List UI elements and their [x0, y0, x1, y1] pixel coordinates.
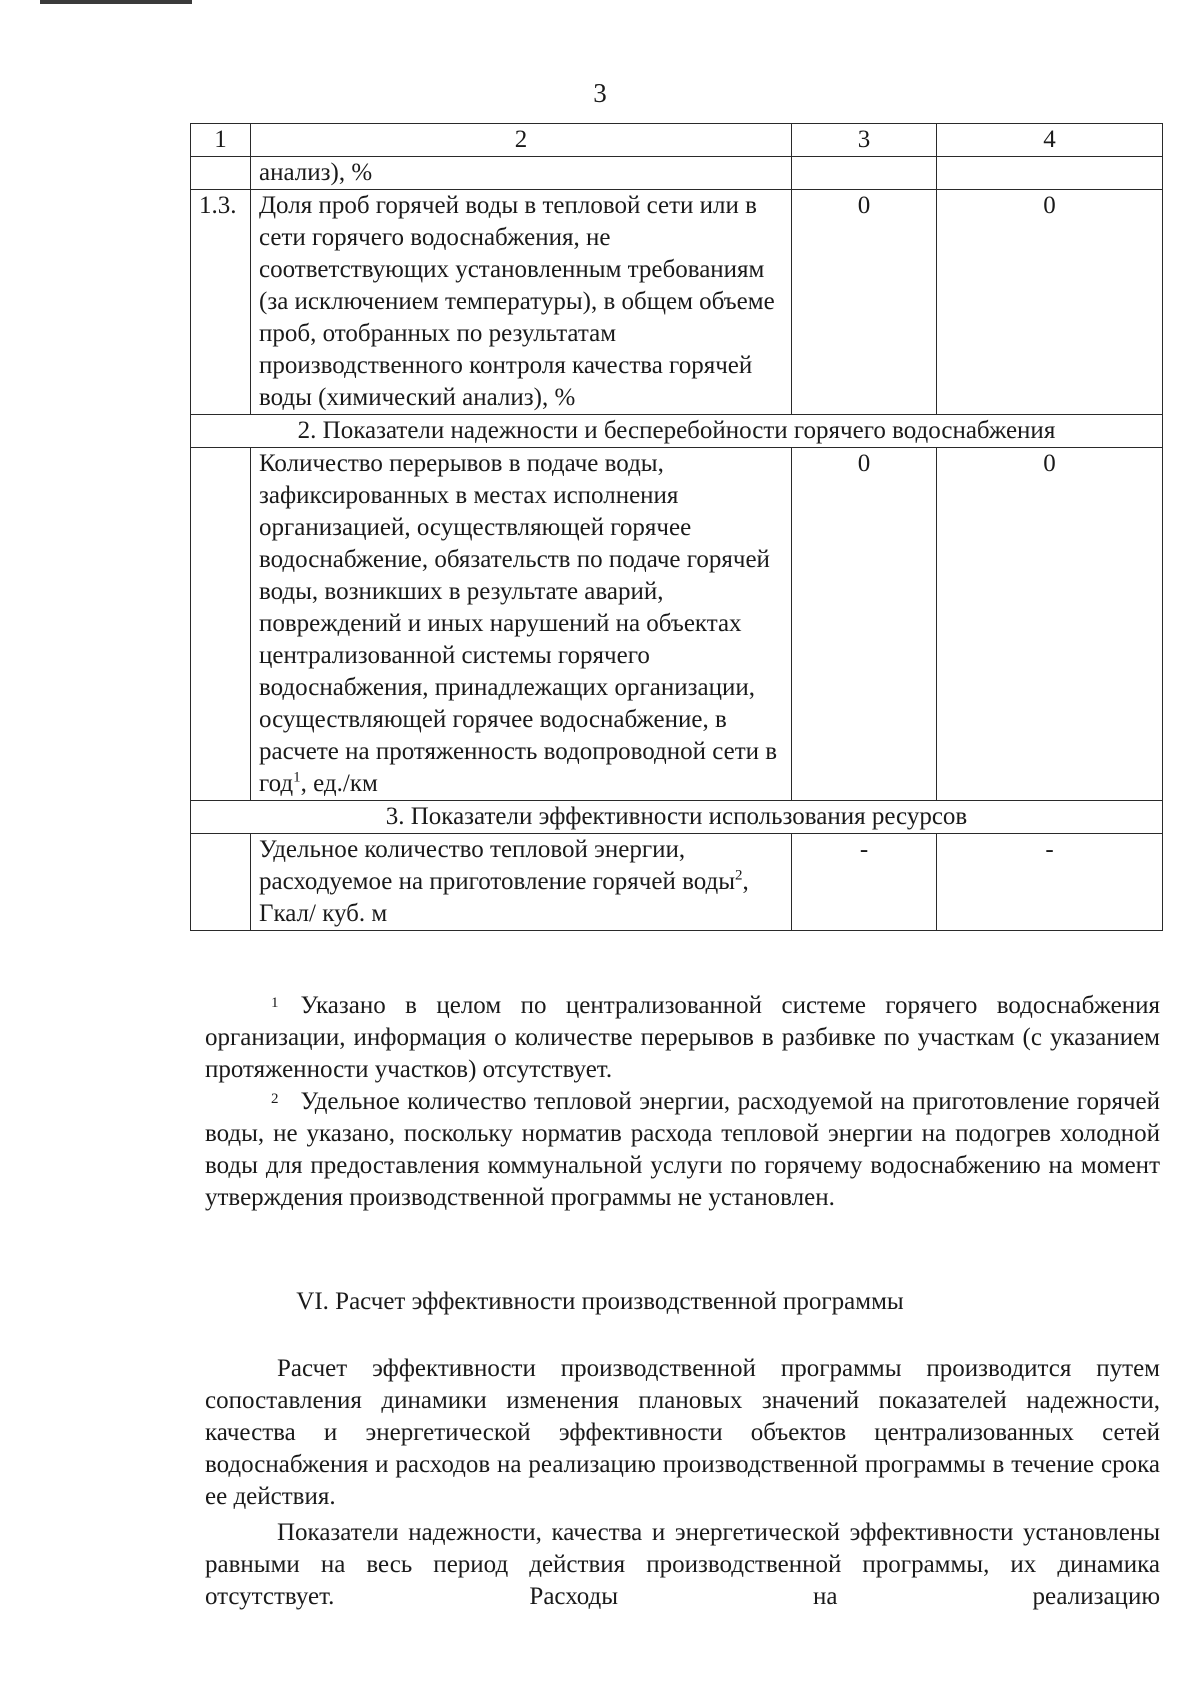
row-value-3: 0 [792, 190, 937, 415]
section-row [191, 415, 1163, 448]
row-value-3: - [792, 834, 937, 931]
table-row [191, 190, 1163, 415]
row-description-unit: , Гкал/ куб. м [259, 868, 749, 927]
indicators-table [190, 123, 1163, 931]
page-number: 3 [593, 78, 607, 108]
header-col-3: 3 [792, 124, 937, 157]
table-header-row [191, 124, 1163, 157]
row-value-4: 0 [937, 448, 1163, 801]
paragraph: Расчет эффективности производственной программы производится путем сопоставления динамики изменения плановых значений показателей надежности, качества и энергетической эффективности объектов централизованных сетей водоснабжения и расходов на реализацию производственной программы в течение срока ее действия. [205, 1355, 1160, 1510]
row-value-3: 0 [792, 448, 937, 801]
table-row [191, 834, 1163, 931]
row-number: 1.3. [191, 190, 251, 415]
footnote-text: Указано в целом по централизованной системе горячего водоснабжения организации, информация о количестве перерывов в разбивке по участкам (с указанием протяженности участков) отсутствует. [205, 992, 1160, 1083]
footnotes [205, 990, 1160, 1214]
row-description-text: Количество перерывов в подаче воды, зафиксированных в местах исполнения организацией, осуществляющей горячее водоснабжение, обязательств по подаче горячей воды, возникших в результате аварий, повреждений и иных нарушений на объектах централизованной системы горячего водоснабжения, принадлежащих организации, осуществляющей горячее водоснабжение, в расчете на протяженность водопроводной сети в год [259, 450, 778, 797]
header-col-2: 2 [251, 124, 792, 157]
footnote-mark: 1 [271, 995, 279, 1011]
section-heading: VI. Расчет эффективности производственной программы [296, 1288, 904, 1315]
row-description [251, 448, 792, 801]
row-number [191, 157, 251, 190]
section-3-title: 3. Показатели эффективности использования ресурсов [191, 801, 1163, 834]
footnote-ref-2: 2 [735, 867, 743, 884]
section-2-title: 2. Показатели надежности и бесперебойности горячего водоснабжения [191, 415, 1163, 448]
row-number [191, 834, 251, 931]
row-description: Доля проб горячей воды в тепловой сети или в сети горячего водоснабжения, не соответствующих установленным требованиям (за исключением температуры), в общем объеме проб, отобранных по результатам производственного контроля качества горячей воды (химический анализ), % [251, 190, 792, 415]
paragraph: Показатели надежности, качества и энергетической эффективности установлены равными на весь период действия производственной программы, их динамика отсутствует. Расходы на реализацию [205, 1519, 1160, 1610]
footnote-1 [205, 990, 1160, 1086]
header-col-4: 4 [937, 124, 1163, 157]
table-row [191, 157, 1163, 190]
row-description-unit: , ед./км [300, 770, 378, 797]
row-description [251, 834, 792, 931]
top-rule [40, 0, 192, 4]
row-number [191, 448, 251, 801]
row-value-4 [937, 157, 1163, 190]
table-row [191, 448, 1163, 801]
footnote-mark: 2 [271, 1091, 279, 1107]
footnote-2 [205, 1086, 1160, 1214]
row-description-text: Удельное количество тепловой энергии, расходуемое на приготовление горячей воды [259, 836, 736, 895]
row-description: анализ), % [251, 157, 792, 190]
row-value-3 [792, 157, 937, 190]
body-text [205, 1353, 1160, 1617]
header-col-1: 1 [191, 124, 251, 157]
row-value-4: 0 [937, 190, 1163, 415]
footnote-ref-1: 1 [293, 769, 301, 786]
row-value-4: - [937, 834, 1163, 931]
footnote-text: Удельное количество тепловой энергии, расходуемой на приготовление горячей воды, не указано, поскольку норматив расхода тепловой энергии на подогрев холодной воды для предоставления коммунальной услуги по горячему водоснабжению на момент утверждения производственной программы не установлен. [205, 1088, 1160, 1211]
section-row [191, 801, 1163, 834]
